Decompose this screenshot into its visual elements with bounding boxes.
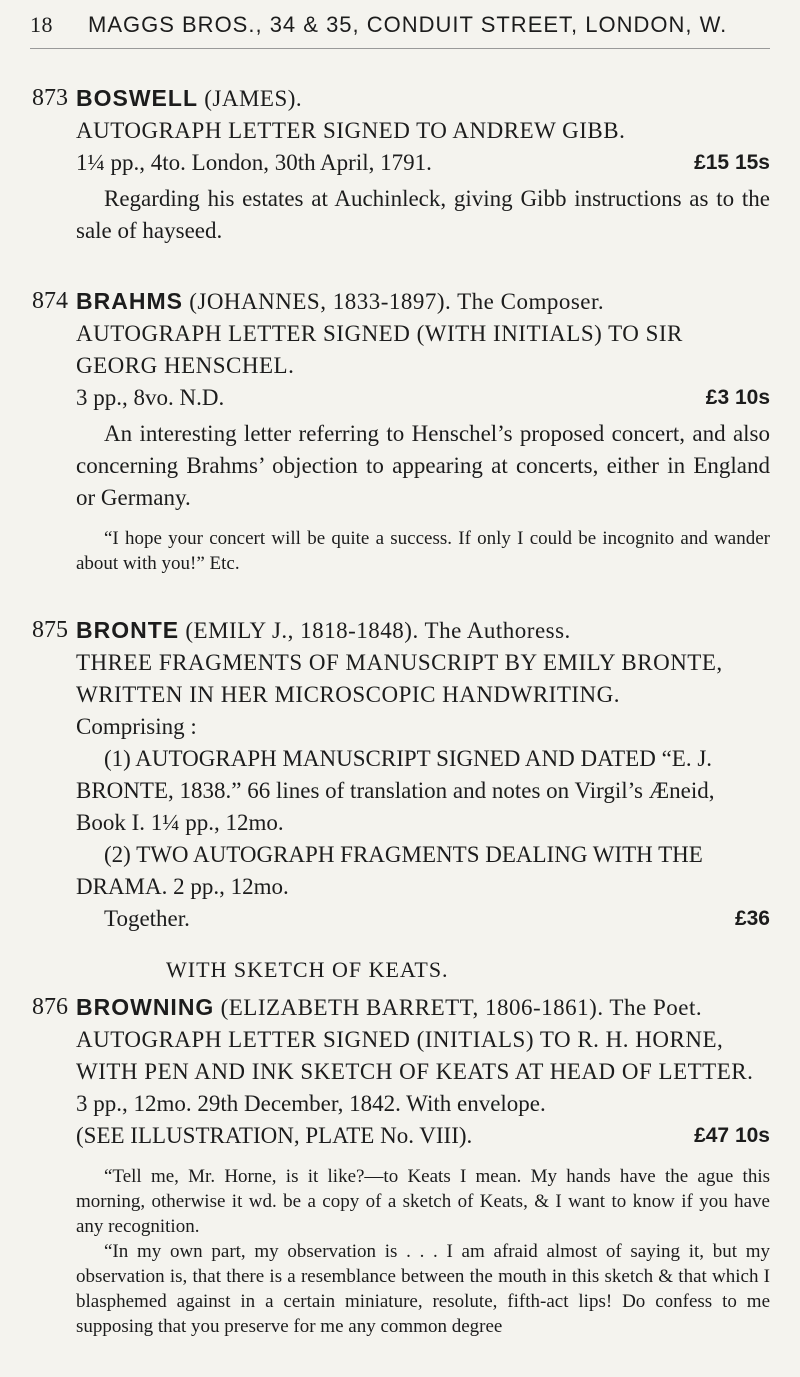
entry-quote: “In my own part, my observation is . . . I am afraid almost of saying it, but my observation is, that there is a resemblance between the mouth in this sketch & that which I blasphemed against in a certain miniature, resolute, fifth-act lips! Do confess to me supposing that you preserve for me any common degree [76,1241,770,1337]
entry-meta: 1¼ pp., 4to. London, 30th April, 1791. [76,150,432,175]
entry-subheading: WITH SKETCH OF KEATS. [166,957,449,982]
page-number: 18 [30,12,53,37]
entry-item: (1) AUTOGRAPH MANUSCRIPT SIGNED AND DATED “E. J. BRONTE, 1838.” 66 lines of translation and notes on Virgil’s Æneid, Book I. 1¼ pp., 12mo. [76,746,715,835]
catalogue-entry [32,614,770,935]
entry-price: £15 15s [694,151,770,174]
catalogue-entry [32,285,770,576]
catalogue-entry [32,957,770,1339]
entry-description: Regarding his estates at Auchinleck, giving Gibb instructions as to the sale of hayseed. [76,186,770,243]
author-details: (ELIZABETH BARRETT, 1806-1861). The Poet. [214,995,703,1020]
entry-meta: 3 pp., 12mo. 29th December, 1842. With envelope. [76,1091,546,1116]
entry-intro: Comprising : [76,714,197,739]
entry-meta: 3 pp., 8vo. N.D. [76,385,225,410]
entry-title: AUTOGRAPH LETTER SIGNED (WITH INITIALS) TO SIR GEORG HENSCHEL. [76,321,683,378]
entries-list [32,82,770,1377]
page-header [30,12,770,38]
entry-price: £3 10s [705,386,770,409]
entry-quote: “Tell me, Mr. Horne, is it like?—to Keats I mean. My hands have the ague this morning, otherwise it wd. be a copy of a sketch of Keats, & I want to know if you have any recognition. [76,1166,770,1237]
author-name: BOSWELL [76,85,198,111]
author-name: BRAHMS [76,288,183,314]
entry-reference: (SEE ILLUSTRATION, PLATE No. VIII). [76,1123,473,1148]
author-name: BRONTE [76,617,180,643]
entry-number: 875 [32,617,68,643]
publisher-line: MAGGS BROS., 34 & 35, CONDUIT STREET, LONDON, W. [88,12,728,37]
author-details: (EMILY J., 1818-1848). The Authoress. [179,618,571,643]
entry-description: An interesting letter referring to Henschel’s proposed concert, and also concerning Brahms’ objection to appearing at concerts, either in England or Germany. [76,421,770,510]
entry-number: 874 [32,288,68,314]
entry-price: £36 [734,907,770,930]
entry-title: AUTOGRAPH LETTER SIGNED TO ANDREW GIBB. [76,118,626,143]
author-name: BROWNING [76,994,215,1020]
entry-number: 876 [32,994,68,1020]
catalogue-entry [32,82,770,247]
header-rule [30,48,770,49]
entry-number: 873 [32,85,68,111]
entry-item: (2) TWO AUTOGRAPH FRAGMENTS DEALING WITH THE DRAMA. 2 pp., 12mo. [76,842,703,899]
entry-together: Together. [104,906,190,931]
entry-title: AUTOGRAPH LETTER SIGNED (INITIALS) TO R. H. HORNE, WITH PEN AND INK SKETCH OF KEATS AT HEAD OF LETTER. [76,1027,754,1084]
author-details: (JOHANNES, 1833-1897). The Composer. [182,289,605,314]
author-details: (JAMES). [198,86,303,111]
entry-price: £47 10s [694,1124,770,1147]
entry-quote: “I hope your concert will be quite a success. If only I could be incognito and wander about with you!” Etc. [76,528,770,574]
entry-title: THREE FRAGMENTS OF MANUSCRIPT BY EMILY BRONTE, WRITTEN IN HER MICROSCOPIC HANDWRITING. [76,650,723,707]
